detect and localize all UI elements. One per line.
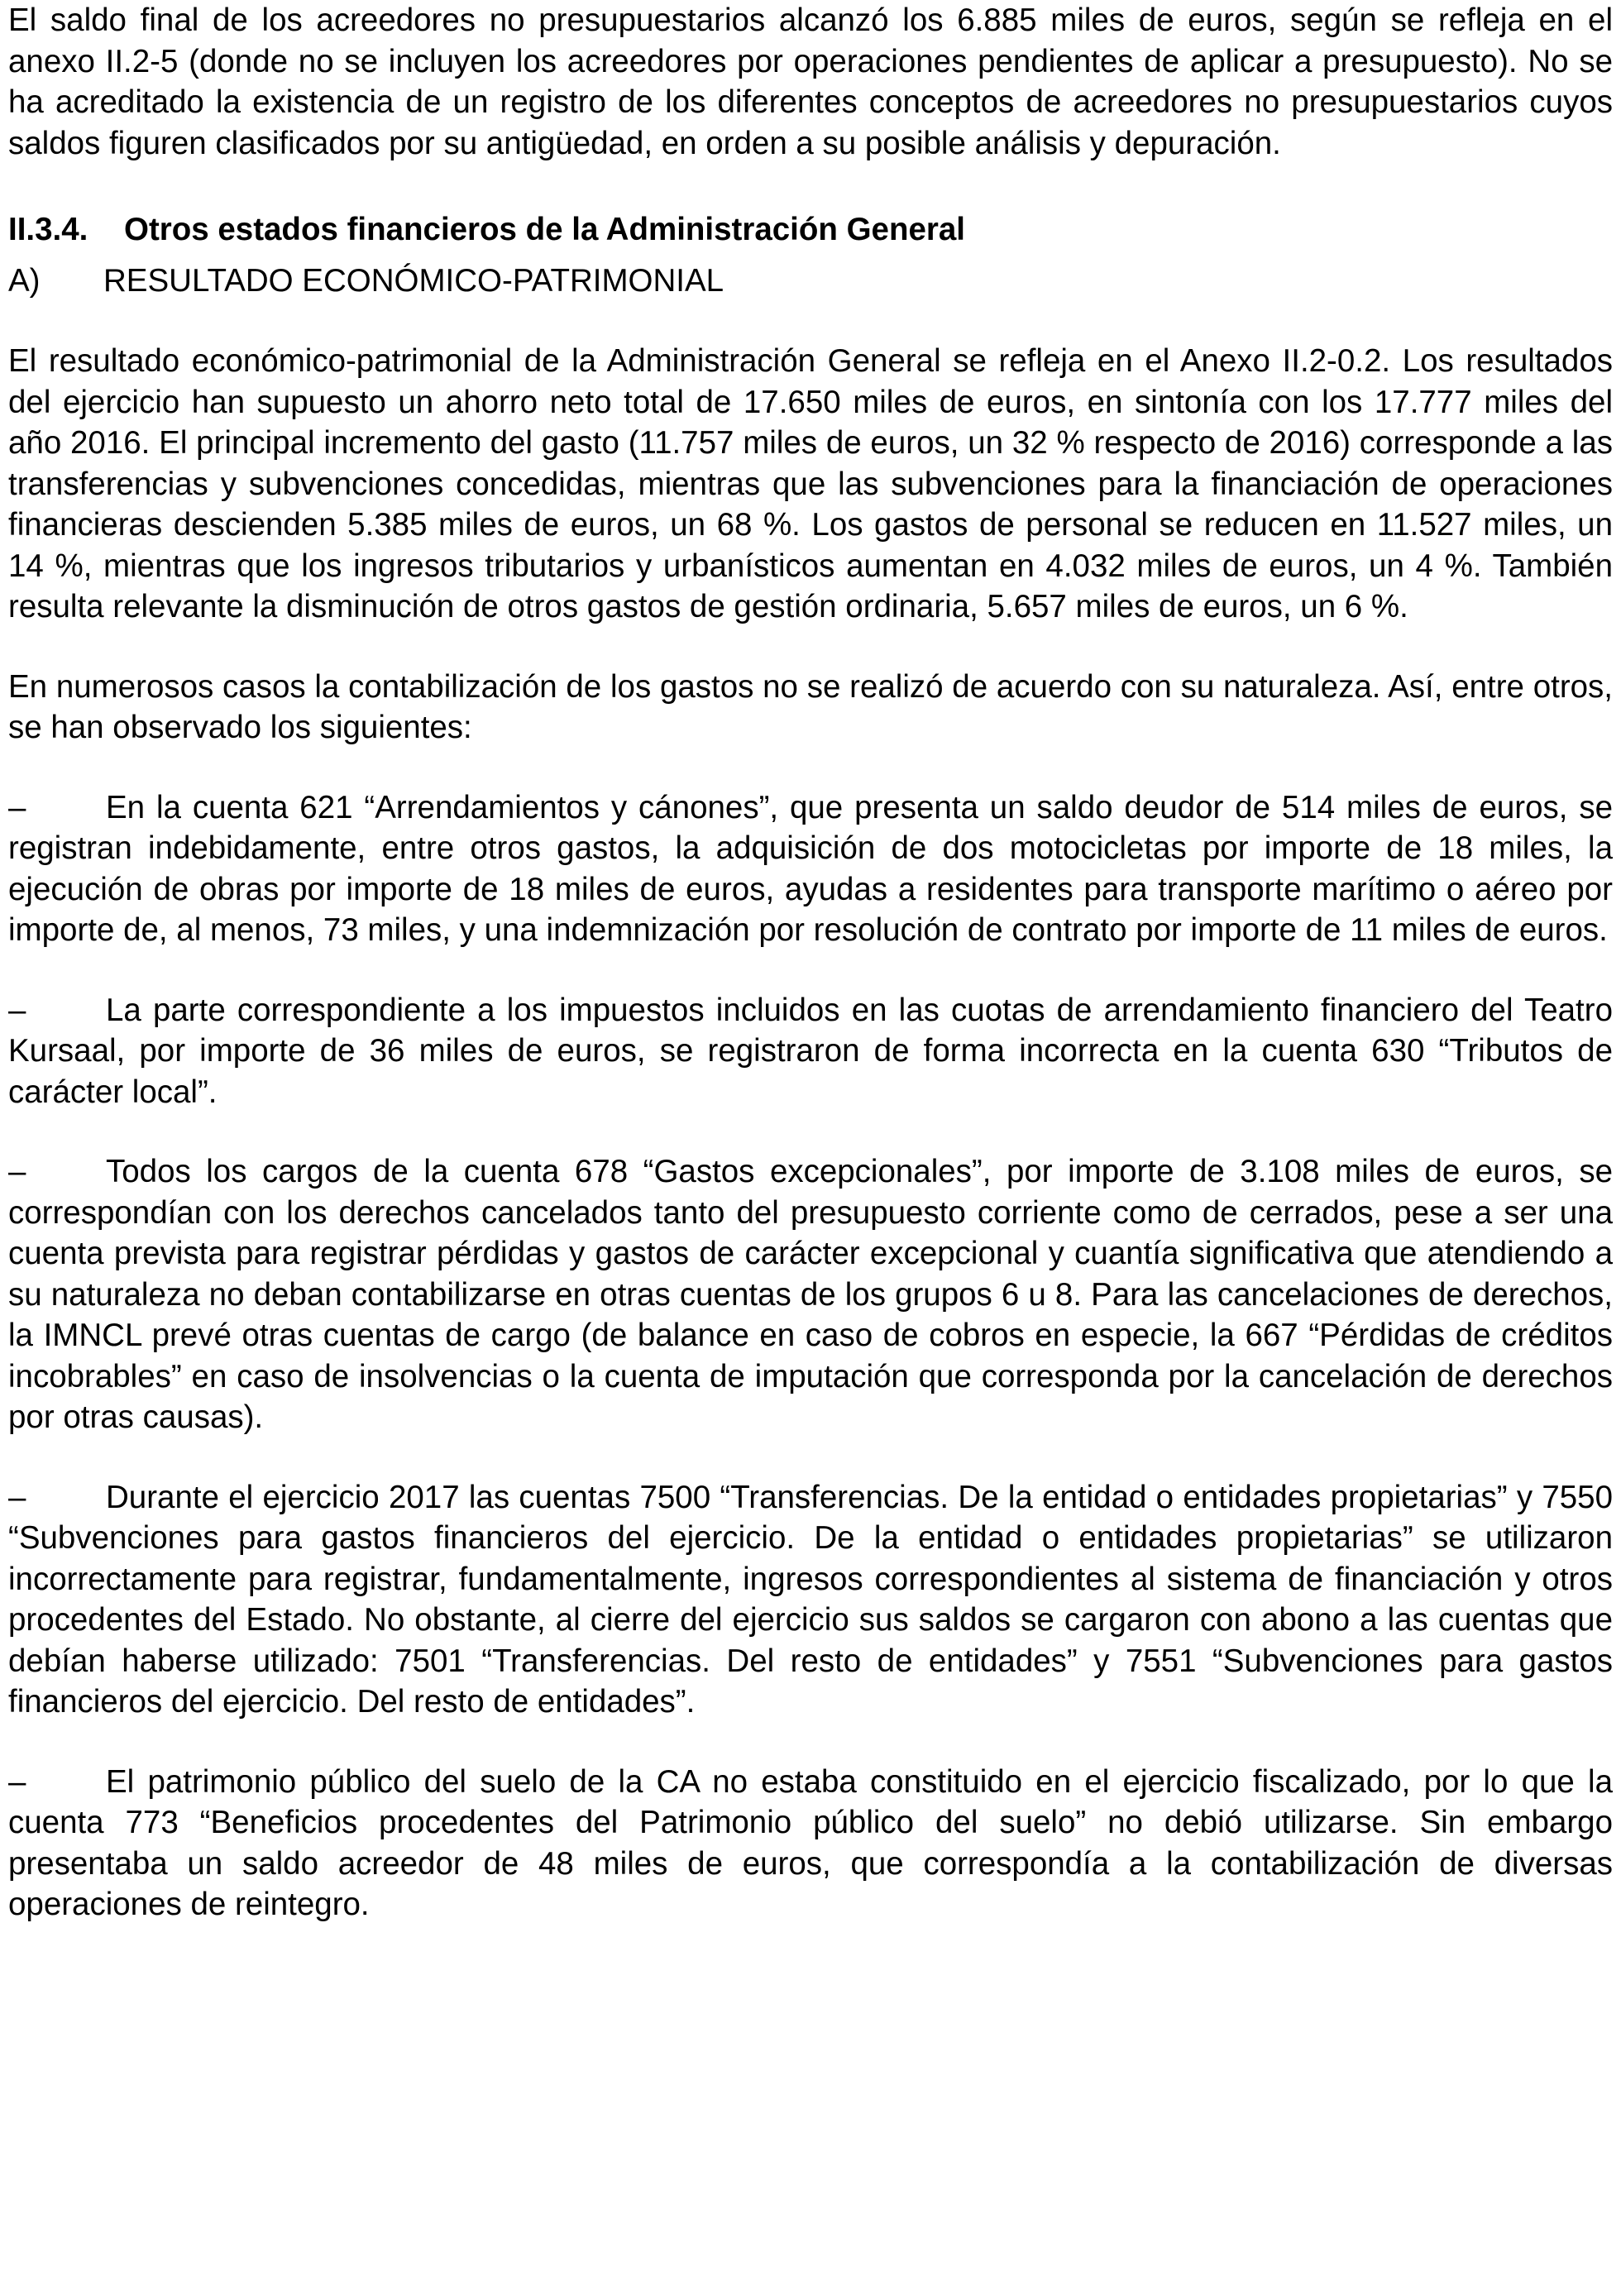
dash-icon: – — [8, 992, 26, 1028]
dash-icon: – — [8, 789, 26, 825]
spacer — [8, 308, 1613, 341]
list-item — [8, 1151, 1613, 1438]
list-item-text: En la cuenta 621 “Arrendamientos y cánones”, que presenta un saldo deudor de 514 miles de euros, se registran indebidamente, entre otros gastos, la adquisición de dos motocicletas por importe de 18 miles, la ejecución de obras por importe de 18 miles de euros, ayudas a residentes para transporte marítimo o aéreo por importe de, al menos, 73 miles, y una indemnización por resolución de contrato por importe de 11 miles de euros. — [8, 789, 1613, 948]
spacer — [8, 628, 1613, 667]
dash-icon: – — [8, 1479, 26, 1515]
subsection-letter: A) — [8, 262, 41, 299]
spacer — [8, 1723, 1613, 1762]
subsection-title: RESULTADO ECONÓMICO-PATRIMONIAL — [103, 262, 724, 299]
spacer — [8, 1112, 1613, 1151]
dash-icon: – — [8, 1763, 26, 1800]
section-heading — [8, 203, 1613, 261]
list-item-text: Todos los cargos de la cuenta 678 “Gastos excepcionales”, por importe de 3.108 miles de euros, se correspondían con los derechos cancelados tanto del presupuesto corriente como de cerrados, pese a ser una cuenta prevista para registrar pérdidas y gastos de carácter excepcional y cuantía significativa que atendiendo a su naturaleza no deban contabilizarse en otras cuentas de los grupos 6 u 8. Para las cancelaciones de derechos, la IMNCL prevé otras cuentas de cargo (de balance en caso de cobros en especie, la 667 “Pérdidas de créditos incobrables” en caso de insolvencias o la cuenta de imputación que corresponda por la cancelación de derechos por otras causas). — [8, 1154, 1613, 1435]
list-item — [8, 990, 1613, 1113]
subsection-heading — [8, 261, 1613, 309]
section-number: II.3.4. — [8, 212, 88, 247]
list-item — [8, 787, 1613, 951]
section-title: Otros estados financieros de la Administración General — [124, 212, 965, 247]
list-item — [8, 1477, 1613, 1723]
spacer — [8, 1438, 1613, 1477]
document-page — [8, 0, 1613, 1925]
list-item-text: La parte correspondiente a los impuestos incluidos en las cuotas de arrendamiento financiero del Teatro Kursaal, por importe de 36 miles de euros, se registraron de forma incorrecta en la cuenta 630 “Tributos de carácter local”. — [8, 992, 1613, 1110]
spacer — [8, 164, 1613, 203]
list-item — [8, 1762, 1613, 1925]
paragraph-resultado: El resultado económico-patrimonial de la Administración General se refleja en el Anexo II.2-0.2. Los resultados del ejercicio han supuesto un ahorro neto total de 17.650 miles de euros, en sintonía con los 17.777 miles del año 2016. El principal incremento del gasto (11.757 miles de euros, un 32 % respecto de 2016) corresponde a las transferencias y subvenciones concedidas, mientras que las subvenciones para la financiación de operaciones financieras descienden 5.385 miles de euros, un 68 %. Los gastos de personal se reducen en 11.527 miles, un 14 %, mientras que los ingresos tributarios y urbanísticos aumentan en 4.032 miles de euros, un 4 %. También resulta relevante la disminución de otros gastos de gestión ordinaria, 5.657 miles de euros, un 6 %. — [8, 343, 1613, 624]
list-item-text: El patrimonio público del suelo de la CA no estaba constituido en el ejercicio fiscalizado, por lo que la cuenta 773 “Beneficios procedentes del Patrimonio público del suelo” no debió utilizarse. Sin embargo presentaba un saldo acreedor de 48 miles de euros, que correspondía a la contabilización de diversas operaciones de reintegro. — [8, 1763, 1613, 1922]
spacer — [8, 749, 1613, 787]
list-item-text: Durante el ejercicio 2017 las cuentas 7500 “Transferencias. De la entidad o entidades propietarias” y 7550 “Subvenciones para gastos financieros del ejercicio. De la entidad o entidades propietarias” se utilizaron incorrectamente para registrar, fundamentalmente, ingresos correspondientes al sistema de financiación y otros procedentes del Estado. No obstante, al cierre del ejercicio sus saldos se cargaron con abono a las cuentas que debían haberse utilizado: 7501 “Transferencias. Del resto de entidades” y 7551 “Subvenciones para gastos financieros del ejercicio. Del resto de entidades”. — [8, 1479, 1613, 1720]
spacer — [8, 951, 1613, 990]
paragraph-contabilizacion: En numerosos casos la contabilización de los gastos no se realizó de acuerdo con su naturaleza. Así, entre otros, se han observado los siguientes: — [8, 668, 1613, 745]
paragraph-acreedores: El saldo final de los acreedores no presupuestarios alcanzó los 6.885 miles de euros, según se refleja en el anexo II.2-5 (donde no se incluyen los acreedores por operaciones pendientes de aplicar a presupuesto). No se ha acreditado la existencia de un registro de los diferentes conceptos de acreedores no presupuestarios cuyos saldos figuren clasificados por su antigüedad, en orden a su posible análisis y depuración. — [8, 2, 1613, 161]
dash-icon: – — [8, 1154, 26, 1189]
